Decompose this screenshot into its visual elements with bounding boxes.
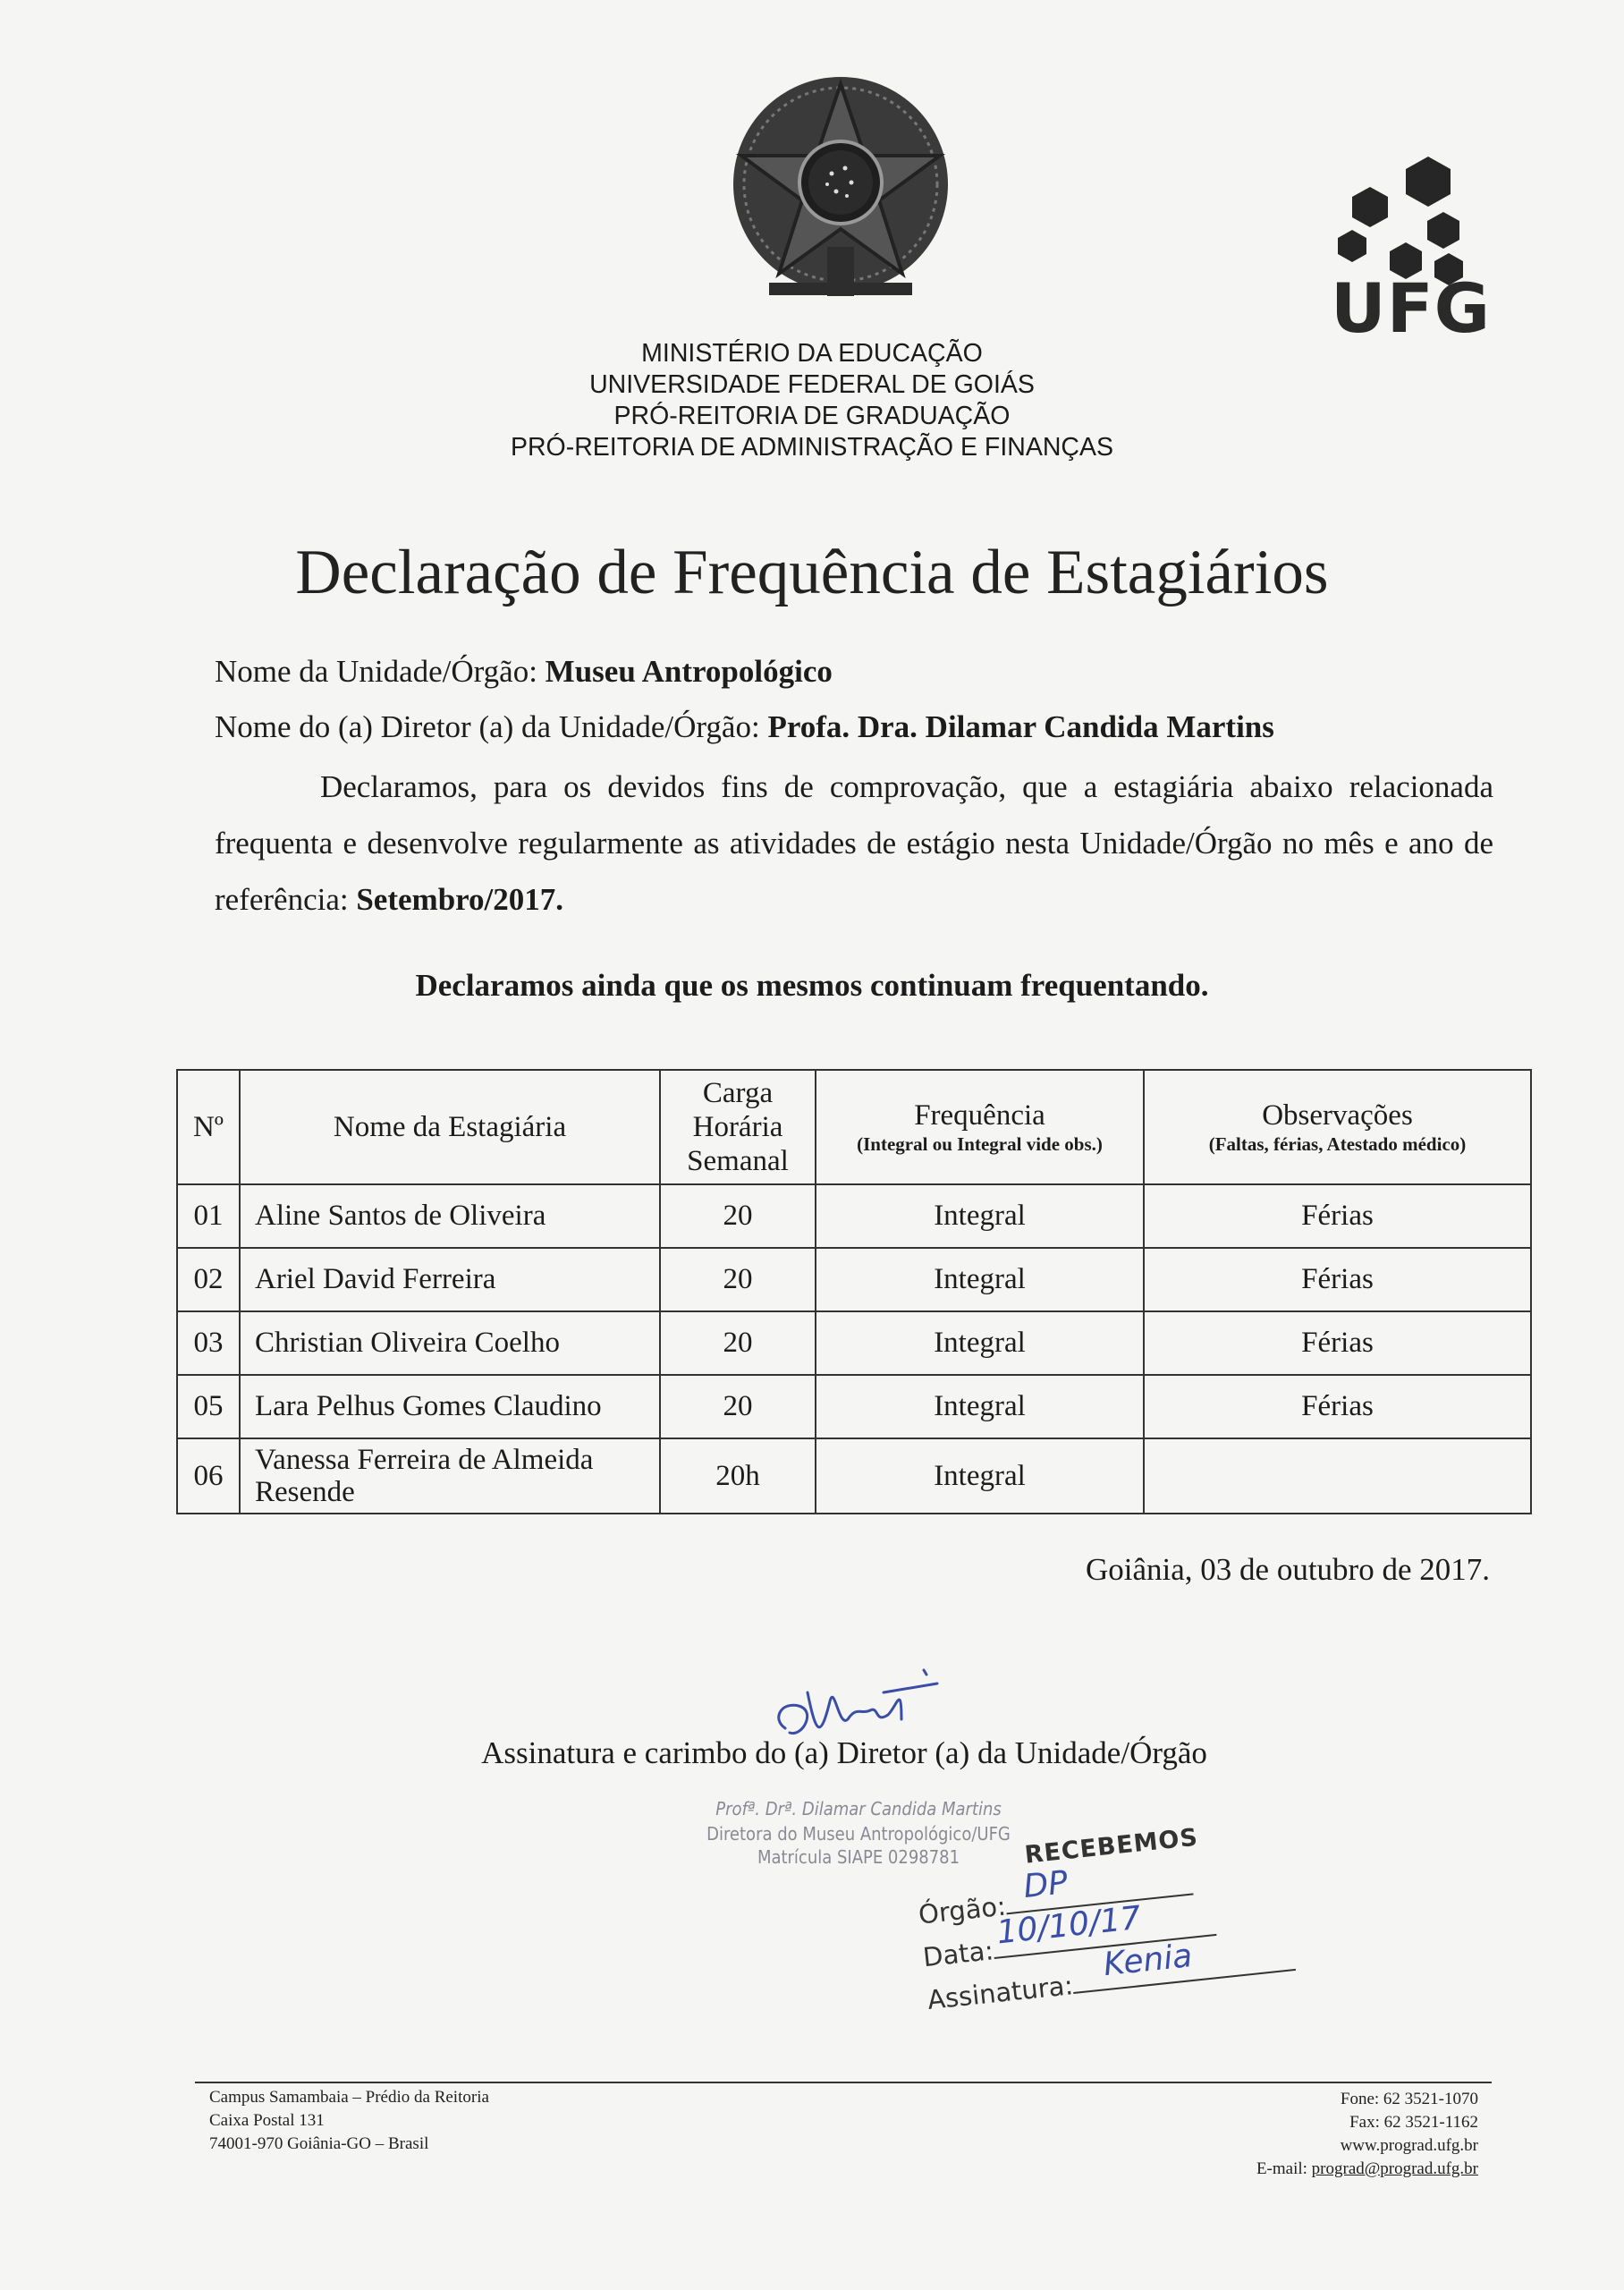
row-num: 03 bbox=[177, 1311, 240, 1375]
coat-of-arms-seal bbox=[720, 68, 961, 310]
footer-address-line: Campus Samambaia – Prédio da Reitoria bbox=[209, 2088, 489, 2107]
header-hours bbox=[660, 1070, 816, 1184]
director-label: Nome do (a) Diretor (a) da Unidade/Órgão: bbox=[215, 709, 760, 744]
document-title: Declaração de Frequência de Estagiários bbox=[295, 538, 1329, 607]
footer-email-label: E-mail: bbox=[1256, 2159, 1307, 2178]
unit-label: Nome da Unidade/Órgão: bbox=[215, 654, 537, 689]
stamp-director-name: Profª. Drª. Dilamar Candida Martins bbox=[715, 1798, 1002, 1819]
header-line-ministry: MINISTÉRIO DA EDUCAÇÃO bbox=[641, 339, 983, 368]
reference-month: Setembro/2017. bbox=[356, 882, 564, 917]
receipt-data-value: 10/10/17 bbox=[994, 1899, 1143, 1952]
row-observation: Férias bbox=[1144, 1184, 1531, 1248]
still-attending-statement: Declaramos ainda que os mesmos continuam frequentando. bbox=[415, 968, 1209, 1003]
footer-fax: Fax: 62 3521-1162 bbox=[1349, 2113, 1478, 2132]
footer-divider bbox=[195, 2082, 1492, 2083]
header-line-proad: PRÓ-REITORIA DE ADMINISTRAÇÃO E FINANÇAS bbox=[510, 433, 1114, 462]
row-hours: 20 bbox=[660, 1248, 816, 1311]
footer-email-row bbox=[1256, 2158, 1478, 2181]
footer-contacts bbox=[1256, 2088, 1478, 2181]
table-header-row bbox=[177, 1070, 1531, 1184]
row-name: Aline Santos de Oliveira bbox=[240, 1184, 660, 1248]
declaration-text: Declaramos, para os devidos fins de comprovação, que a estagiária abaixo relacionada frequenta e desenvolve regularmente as atividades de estágio nesta Unidade/Órgão no mês e ano de referência: bbox=[215, 769, 1493, 917]
receipt-assinatura-value: Kenia bbox=[1102, 1938, 1195, 1984]
row-num: 02 bbox=[177, 1248, 240, 1311]
table-row bbox=[177, 1248, 1531, 1311]
footer-website[interactable]: www.prograd.ufg.br bbox=[1340, 2136, 1478, 2155]
receipt-data-label: Data: bbox=[921, 1935, 995, 1973]
header-frequency-sub: (Integral ou Integral vide obs.) bbox=[857, 1133, 1103, 1155]
row-num: 01 bbox=[177, 1184, 240, 1248]
row-name: Christian Oliveira Coelho bbox=[240, 1311, 660, 1375]
footer-address bbox=[209, 2086, 489, 2156]
row-frequency: Integral bbox=[816, 1311, 1144, 1375]
table-row bbox=[177, 1438, 1531, 1514]
row-hours: 20 bbox=[660, 1311, 816, 1375]
header-name: Nome da Estagiária bbox=[240, 1070, 660, 1184]
row-observation: Férias bbox=[1144, 1248, 1531, 1311]
row-name: Lara Pelhus Gomes Claudino bbox=[240, 1375, 660, 1438]
institution-header bbox=[0, 338, 1624, 463]
header-observations-sub: (Faltas, férias, Atestado médico) bbox=[1208, 1133, 1467, 1155]
header-line-prograd: PRÓ-REITORIA DE GRADUAÇÃO bbox=[613, 402, 1011, 430]
row-frequency: Integral bbox=[816, 1438, 1144, 1514]
row-name: Ariel David Ferreira bbox=[240, 1248, 660, 1311]
footer-email-link[interactable]: prograd@prograd.ufg.br bbox=[1311, 2159, 1478, 2178]
row-name: Vanessa Ferreira de Almeida Resende bbox=[240, 1438, 660, 1514]
footer-phone: Fone: 62 3521-1070 bbox=[1340, 2090, 1478, 2108]
header-observations-text: Observações bbox=[1262, 1099, 1413, 1132]
row-observation: Férias bbox=[1144, 1375, 1531, 1438]
row-hours: 20 bbox=[660, 1184, 816, 1248]
director-value: Profa. Dra. Dilamar Candida Martins bbox=[767, 709, 1274, 744]
row-num: 06 bbox=[177, 1438, 240, 1514]
footer-address-line: 74001-970 Goiânia-GO – Brasil bbox=[209, 2134, 429, 2153]
table-row bbox=[177, 1311, 1531, 1375]
stamp-director-role: Diretora do Museu Antropológico/UFG bbox=[706, 1823, 1011, 1845]
header-frequency-text: Frequência bbox=[914, 1099, 1045, 1132]
receipt-orgao-value: DP bbox=[1021, 1864, 1070, 1906]
receipt-orgao-label: Órgão: bbox=[917, 1890, 1008, 1930]
director-line bbox=[215, 700, 1274, 755]
header-hours-text: Carga Horária Semanal bbox=[687, 1077, 789, 1177]
row-num: 05 bbox=[177, 1375, 240, 1438]
declaration-paragraph bbox=[215, 759, 1493, 928]
row-frequency: Integral bbox=[816, 1184, 1144, 1248]
signature-label: Assinatura e carimbo do (a) Diretor (a) da Unidade/Órgão bbox=[481, 1735, 1207, 1770]
header-frequency bbox=[816, 1070, 1144, 1184]
row-hours: 20 bbox=[660, 1375, 816, 1438]
row-hours: 20h bbox=[660, 1438, 816, 1514]
row-observation bbox=[1144, 1438, 1531, 1514]
table-row bbox=[177, 1184, 1531, 1248]
receipt-assinatura-label: Assinatura: bbox=[926, 1970, 1075, 2016]
place-date-line: Goiânia, 03 de outubro de 2017. bbox=[1086, 1552, 1490, 1587]
unit-value: Museu Antropológico bbox=[545, 654, 833, 689]
interns-table bbox=[176, 1069, 1532, 1514]
header-observations bbox=[1144, 1070, 1531, 1184]
stamp-director-id: Matrícula SIAPE 0298781 bbox=[757, 1846, 960, 1868]
footer-address-line: Caixa Postal 131 bbox=[209, 2111, 325, 2130]
header-num: Nº bbox=[177, 1070, 240, 1184]
ufg-logo-text: UFG bbox=[1331, 268, 1492, 348]
row-frequency: Integral bbox=[816, 1248, 1144, 1311]
unit-line bbox=[215, 644, 833, 700]
row-observation: Férias bbox=[1144, 1311, 1531, 1375]
header-line-university: UNIVERSIDADE FEDERAL DE GOIÁS bbox=[589, 370, 1035, 399]
table-row bbox=[177, 1375, 1531, 1438]
row-frequency: Integral bbox=[816, 1375, 1144, 1438]
receipt-title: RECEBEMOS bbox=[1023, 1823, 1200, 1870]
